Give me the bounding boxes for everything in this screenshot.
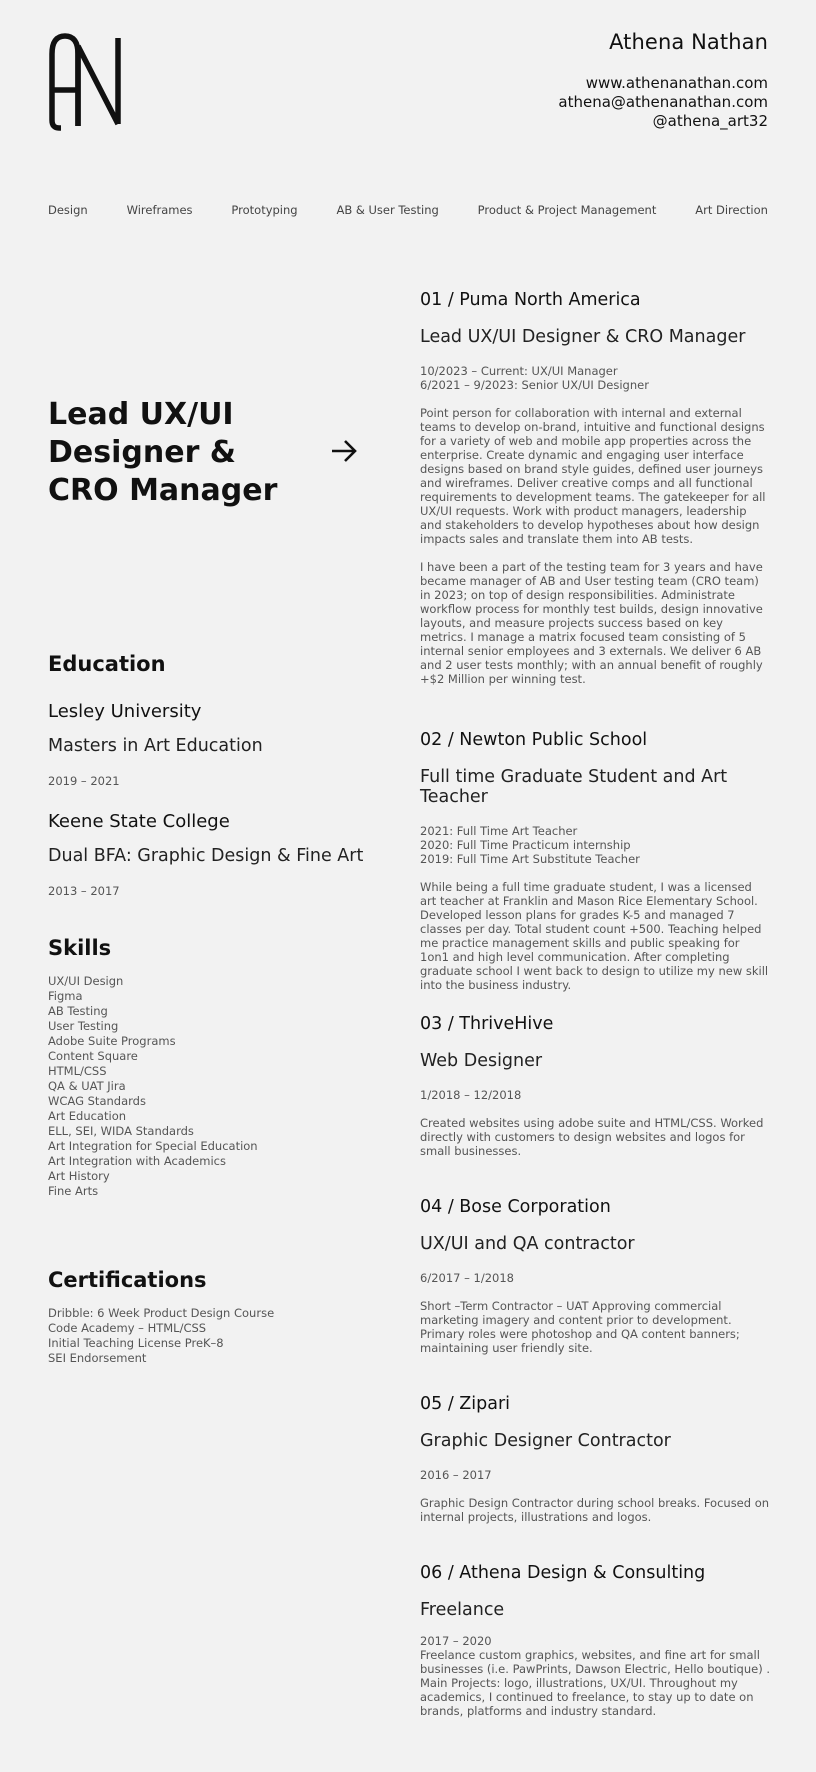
skill-item: Art Education <box>48 1109 127 1123</box>
skill-item: UX/UI Design <box>48 974 124 988</box>
education-section <box>48 652 378 676</box>
job-heading: 01 / Puma North America <box>420 290 641 310</box>
job-date-line: 2020: Full Time Practicum internship <box>420 838 631 852</box>
job-description: Freelance custom graphics, websites, and fine art for small businesses (i.e. PawPrints, Dawson Electric, Hello boutique) . Main Projects: logo, illustrations, UX/UI. Throughout my academics, I continued to freelance, to stay up to date on brands, platforms and industry standard. <box>420 1648 770 1718</box>
skill-item: Art History <box>48 1169 110 1183</box>
education-degree: Dual BFA: Graphic Design & Fine Art <box>48 846 364 866</box>
nav-item-product-project-management[interactable]: Product & Project Management <box>477 203 657 217</box>
job-role: Lead UX/UI Designer & CRO Manager <box>420 327 746 347</box>
skills-section <box>48 936 378 1199</box>
job-entry <box>420 730 770 992</box>
skill-item: Fine Arts <box>48 1184 99 1198</box>
job-entry <box>420 1394 770 1524</box>
nav-item-design[interactable]: Design <box>48 203 88 217</box>
job-date-line: 2019: Full Time Art Substitute Teacher <box>420 852 640 866</box>
job-date-line: 6/2021 – 9/2023: Senior UX/UI Designer <box>420 378 649 392</box>
job-role: Freelance <box>420 1600 505 1620</box>
skill-item: QA & UAT Jira <box>48 1079 126 1093</box>
job-heading: 06 / Athena Design & Consulting <box>420 1563 706 1583</box>
job-entry <box>420 1563 770 1718</box>
education-school: Keene State College <box>48 811 230 832</box>
certification-item: SEI Endorsement <box>48 1351 147 1365</box>
job-description: I have been a part of the testing team for 3 years and have became manager of AB and User testing team (CRO team) in 2023; on top of design responsibilities. Administrate workflow process for monthly test builds, design innovative layouts, and measure projects success based on key metrics. I manage a matrix focused team consisting of 5 internal senior employees and 3 externals. We deliver 6 AB and 2 user tests monthly; with an annual benefit of roughly +$2 Million per winning test. <box>420 560 763 686</box>
job-description: Point person for collaboration with internal and external teams to develop on-brand, intuitive and functional designs for a variety of web and mobile app properties across the enterprise. Create dynamic and engaging user interface designs based on brand style guides, defined user journeys and wireframes. Deliver creative comps and all functional requirements to development teams. The gatekeeper for all UX/UI requests. Work with product managers, leadership and stakeholders to develop hypotheses about how design impacts sales and translate them into AB tests. <box>420 406 766 546</box>
hero-title-line: CRO Manager <box>48 473 278 508</box>
job-entry <box>420 1197 770 1355</box>
certification-item: Dribble: 6 Week Product Design Course <box>48 1306 275 1320</box>
education-entry <box>48 811 378 898</box>
arrow-right-icon <box>330 438 358 464</box>
job-role: Full time Graduate Student and Art Teacher <box>420 767 728 807</box>
skills-title: Skills <box>48 936 112 960</box>
education-years: 2019 – 2021 <box>48 774 120 788</box>
certifications-title: Certifications <box>48 1268 207 1292</box>
education-degree: Masters in Art Education <box>48 736 263 756</box>
skills-list <box>48 974 378 1199</box>
job-entry <box>420 1014 770 1158</box>
skills-nav <box>48 203 768 217</box>
skill-item: WCAG Standards <box>48 1094 146 1108</box>
job-role: UX/UI and QA contractor <box>420 1234 635 1254</box>
job-heading: 03 / ThriveHive <box>420 1014 554 1034</box>
job-dates <box>420 1271 770 1285</box>
job-date-line: 10/2023 – Current: UX/UI Manager <box>420 364 618 378</box>
education-years: 2013 – 2017 <box>48 884 120 898</box>
hero-title-line: Designer & <box>48 435 236 470</box>
job-dates <box>420 1088 770 1102</box>
job-date-line: 2021: Full Time Art Teacher <box>420 824 578 838</box>
education-title: Education <box>48 652 166 676</box>
job-description: Graphic Design Contractor during school breaks. Focused on internal projects, illustrations and logos. <box>420 1496 770 1524</box>
certification-item: Code Academy – HTML/CSS <box>48 1321 207 1335</box>
job-role: Graphic Designer Contractor <box>420 1431 671 1451</box>
skill-item: HTML/CSS <box>48 1064 107 1078</box>
skill-item: Art Integration for Special Education <box>48 1139 258 1153</box>
job-description: Created websites using adobe suite and HTML/CSS. Worked directly with customers to design websites and logos for small businesses. <box>420 1116 764 1158</box>
job-date-line: 2016 – 2017 <box>420 1468 492 1482</box>
job-date-line: 2017 – 2020 <box>420 1634 492 1648</box>
nav-item-prototyping[interactable]: Prototyping <box>231 203 298 217</box>
skill-item: Figma <box>48 989 83 1003</box>
job-dates <box>420 364 770 392</box>
education-entry <box>48 701 378 788</box>
skill-item: Content Square <box>48 1049 138 1063</box>
job-date-line: 1/2018 – 12/2018 <box>420 1088 522 1102</box>
education-school: Lesley University <box>48 701 202 722</box>
job-description: Short –Term Contractor – UAT Approving commercial marketing imagery and content prior to development. Primary roles were photoshop and QA content banners; maintaining user friendly site. <box>420 1299 740 1355</box>
job-heading: 02 / Newton Public School <box>420 730 648 750</box>
logo <box>46 32 124 132</box>
contact-block <box>558 30 768 131</box>
job-description: While being a full time graduate student, I was a licensed art teacher at Franklin and Mason Rice Elementary School. Developed lesson plans for grades K-5 and managed 7 classes per day. Total student count +500. Teaching helped me practice management skills and public speaking for 1on1 and high level communication. After completing graduate school I went back to design to utilize my new skill into the business industry. <box>420 880 769 992</box>
job-role: Web Designer <box>420 1051 543 1071</box>
nav-item-art-direction[interactable]: Art Direction <box>695 203 768 217</box>
contact-name: Athena Nathan <box>609 30 768 54</box>
job-dates <box>420 1468 770 1482</box>
job-date-line: 6/2017 – 1/2018 <box>420 1271 514 1285</box>
job-dates <box>420 824 770 866</box>
hero-title <box>48 396 277 510</box>
job-dates <box>420 1634 770 1648</box>
nav-item-wireframes[interactable]: Wireframes <box>126 203 193 217</box>
skill-item: Adobe Suite Programs <box>48 1034 176 1048</box>
nav-item-ab-user-testing[interactable]: AB & User Testing <box>336 203 439 217</box>
website-link[interactable]: www.athenanathan.com <box>585 74 768 92</box>
hero-title-line: Lead UX/UI <box>48 397 234 432</box>
job-entry <box>420 290 770 686</box>
skill-item: Art Integration with Academics <box>48 1154 226 1168</box>
skill-item: AB Testing <box>48 1004 108 1018</box>
email-link[interactable]: athena@athenanathan.com <box>558 93 768 111</box>
skill-item: User Testing <box>48 1019 119 1033</box>
skill-item: ELL, SEI, WIDA Standards <box>48 1124 194 1138</box>
certifications-list <box>48 1306 378 1366</box>
certifications-section <box>48 1268 378 1366</box>
certification-item: Initial Teaching License PreK–8 <box>48 1336 224 1350</box>
social-handle-link[interactable]: @athena_art32 <box>652 112 768 130</box>
job-heading: 05 / Zipari <box>420 1394 511 1414</box>
job-heading: 04 / Bose Corporation <box>420 1197 611 1217</box>
